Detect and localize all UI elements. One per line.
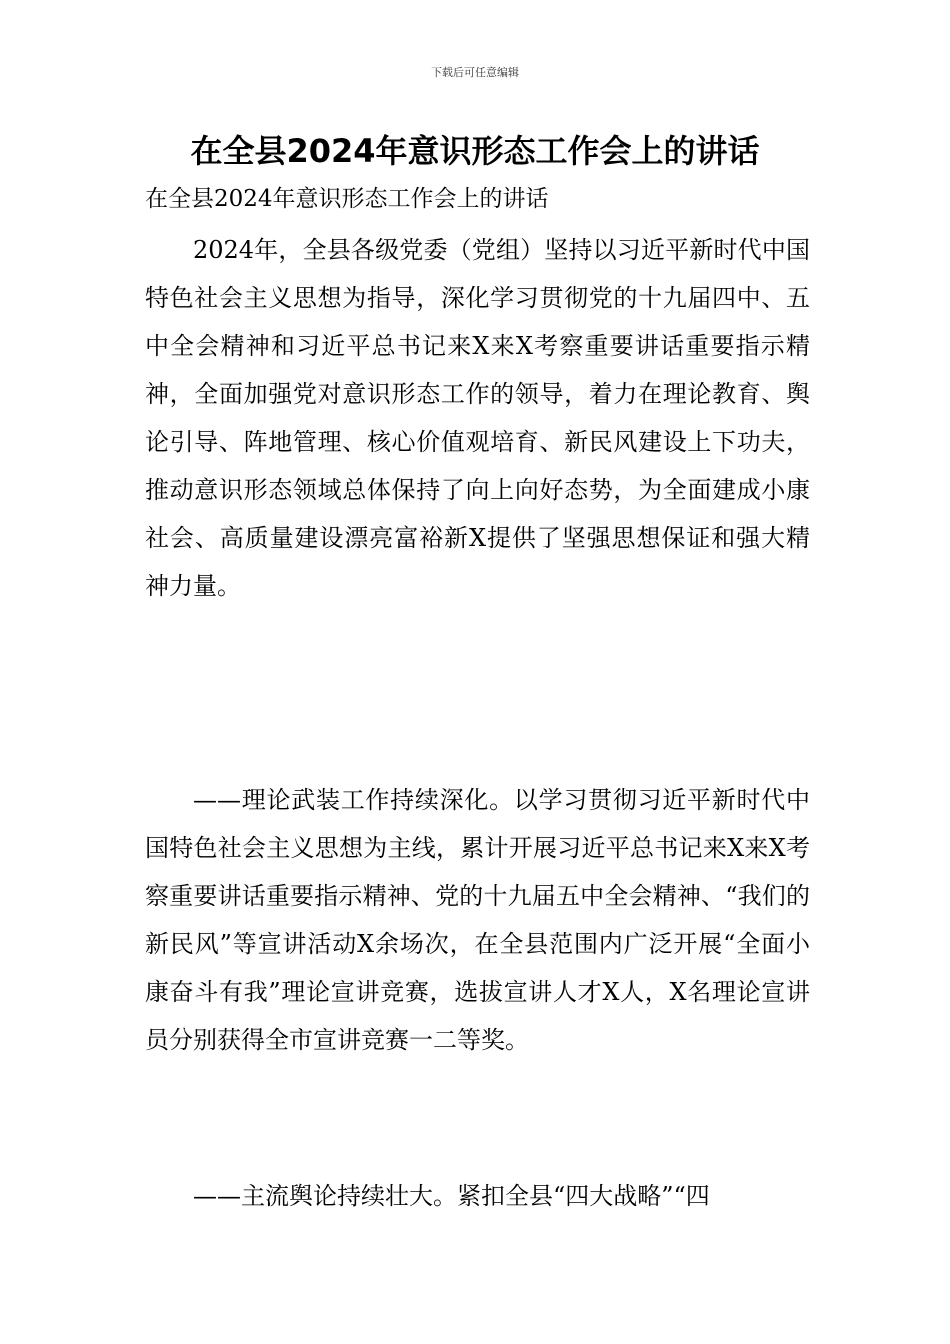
body-paragraph-overview: 2024年，全县各级党委（党组）坚持以习近平新时代中国特色社会主义思想为指导，深化学习贯彻党的十九届四中、五中全会精神和习近平总书记来X来X考察重要讲话重要指示精神，全面加强党对意识形态工作的领导，着力在理论教育、舆论引导、阵地管理、核心价值观培育、新民风建设上下功夫，推动意识形态领域总体保持了向上向好态势，为全面建成小康社会、高质量建设漂亮富裕新X提供了坚强思想保证和强大精神力量。 [145,236,810,600]
document-title: 在全县2024年意识形态工作会上的讲话 [190,132,760,170]
body-paragraph-theory: ——理论武装工作持续深化。以学习贯彻习近平新时代中国特色社会主义思想为主线，累计开展习近平总书记来X来X考察重要讲话重要指示精神、党的十九届五中全会精神、“我们的新民风”等宣讲活动X余场次，在全县范围内广泛开展“全面小康奋斗有我”理论宣讲竞赛，选拔宣讲人才X人，X名理论宣讲员分别获得全市宣讲竞赛一二等奖。 [145,786,810,1054]
body-paragraph-opinion: ——主流舆论持续壮大。紧扣全县“四大战略”“四 [193,1182,710,1210]
page-header-note: 下载后可任意编辑 [431,66,519,79]
document-subtitle: 在全县2024年意识形态工作会上的讲话 [145,186,549,212]
